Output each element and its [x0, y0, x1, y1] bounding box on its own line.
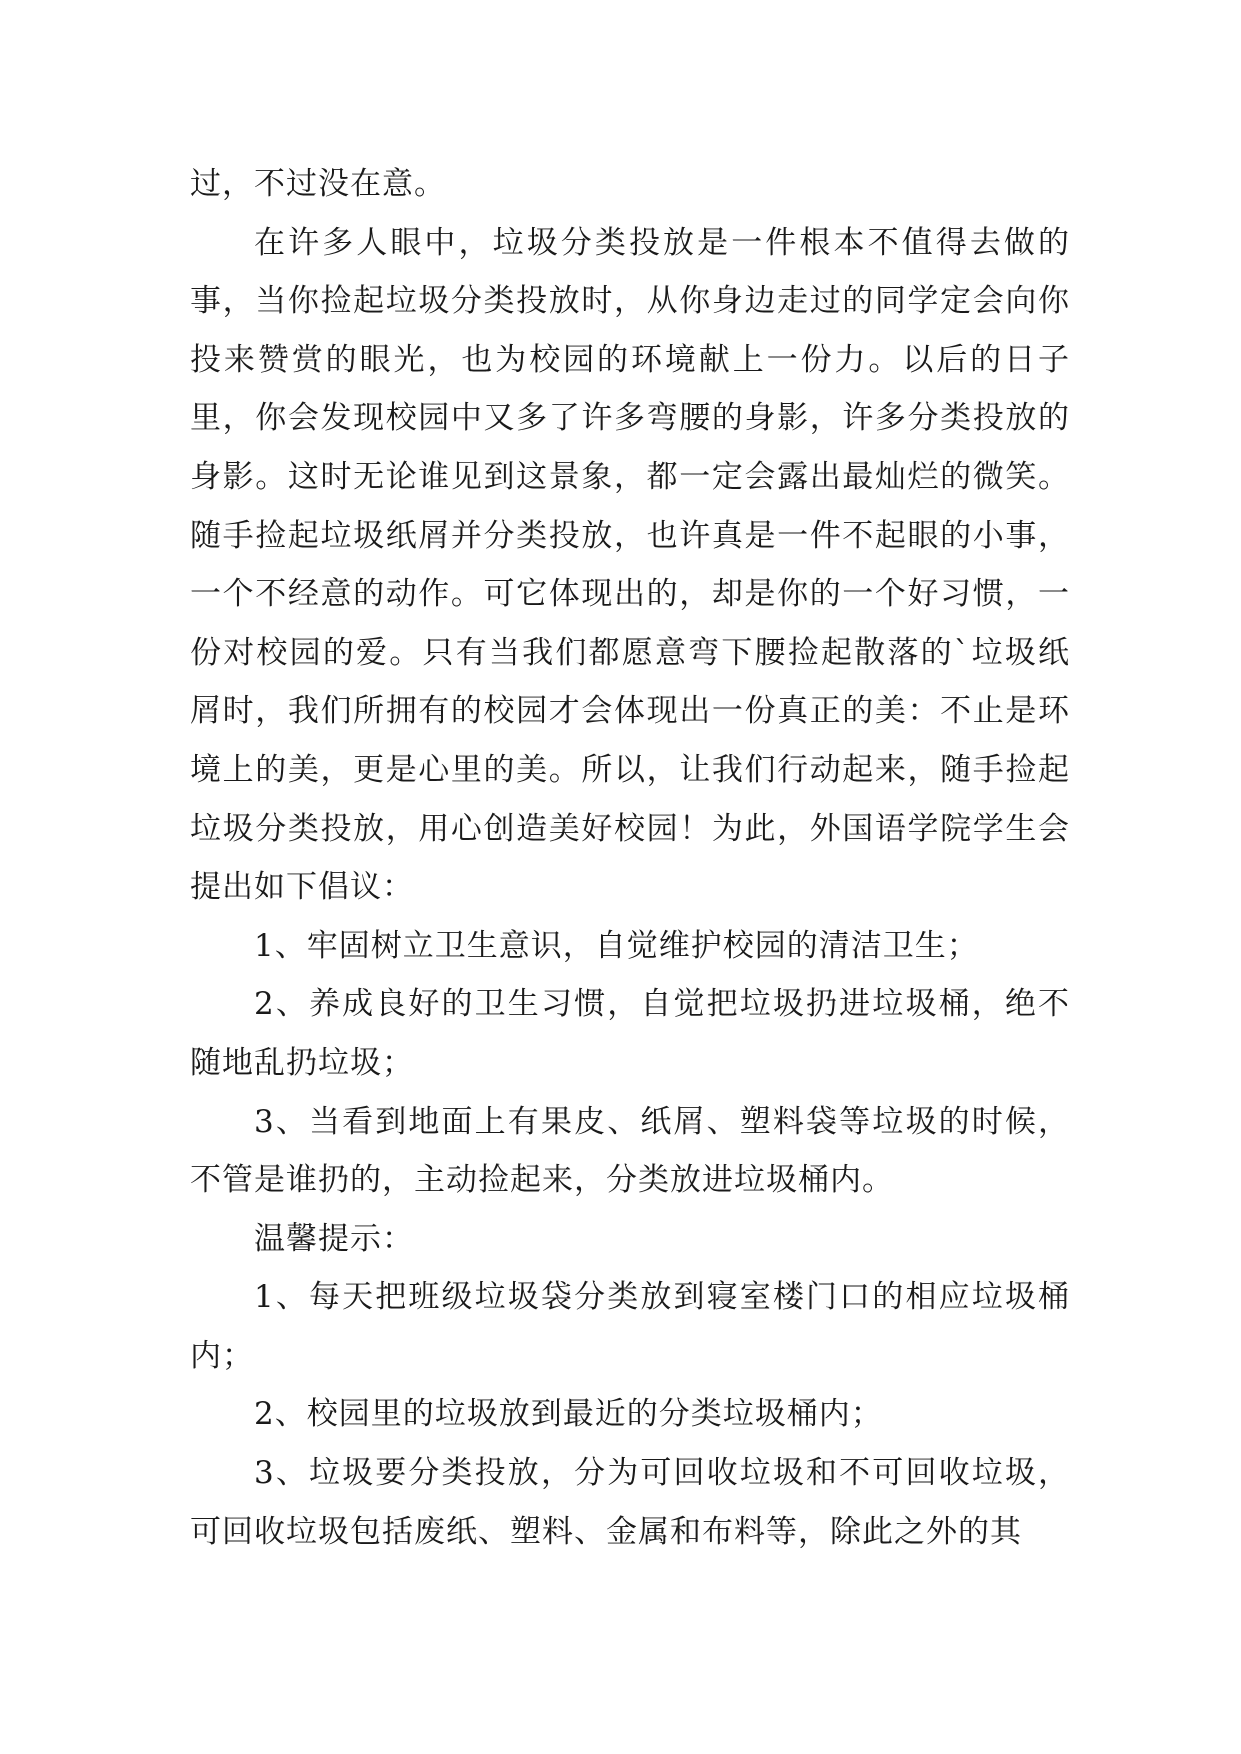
- body-text: [190, 155, 1070, 1561]
- paragraph-continuation: 过，不过没在意。: [190, 166, 446, 202]
- proposal-item-2: 2、养成良好的卫生习惯，自觉把垃圾扔进垃圾桶，绝不随地乱扔垃圾；: [190, 986, 1070, 1081]
- proposal-item-1: 1、牢固树立卫生意识，自觉维护校园的清洁卫生；: [254, 927, 979, 964]
- tips-heading: 温馨提示：: [254, 1220, 414, 1257]
- proposal-item-3: 3、当看到地面上有果皮、纸屑、塑料袋等垃圾的时候，不管是谁扔的，主动捡起来，分类放进垃圾桶内。: [190, 1103, 1070, 1199]
- tip-item-3: 3、垃圾要分类投放，分为可回收垃圾和不可回收垃圾，可回收垃圾包括废纸、塑料、金属和布料等，除此之外的其: [190, 1455, 1070, 1550]
- paragraph-main-argument: 在许多人眼中，垃圾分类投放是一件根本不值得去做的事，当你捡起垃圾分类投放时，从你身边走过的同学定会向你投来赞赏的眼光，也为校园的环境献上一份力。以后的日子里，你会发现校园中又多了许多弯腰的身影，许多分类投放的身影。这时无论谁见到这景象，都一定会露出最灿烂的微笑。随手捡起垃圾纸屑并分类投放，也许真是一件不起眼的小事，一个不经意的动作。可它体现出的，却是你的一个好习惯，一份对校园的爱。只有当我们都愿意弯下腰捡起散落的`垃圾纸屑时，我们所拥有的校园才会体现出一份真正的美：不止是环境上的美，更是心里的美。所以，让我们行动起来，随手捡起垃圾分类投放，用心创造美好校园！为此，外国语学院学生会提出如下倡议：: [190, 224, 1070, 906]
- tip-item-2: 2、校园里的垃圾放到最近的分类垃圾桶内；: [254, 1396, 883, 1433]
- tip-item-1: 1、每天把班级垃圾袋分类放到寝室楼门口的相应垃圾桶内；: [190, 1279, 1070, 1374]
